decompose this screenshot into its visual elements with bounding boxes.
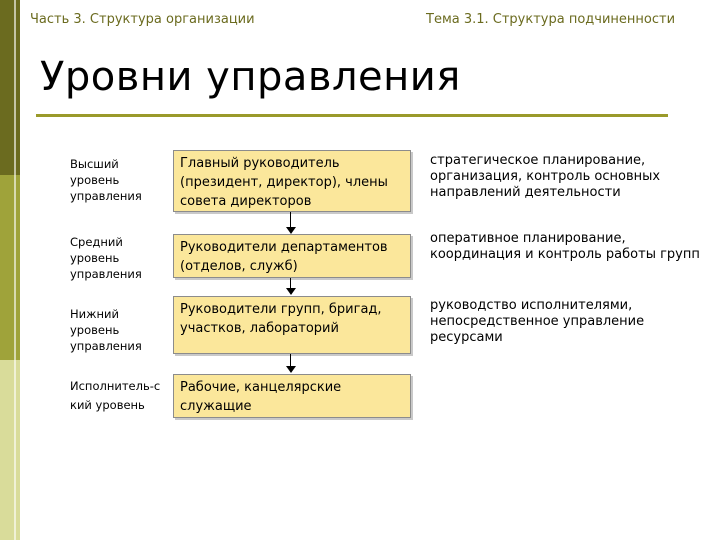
box-workers: Рабочие, канцелярские служащие [173, 374, 411, 418]
sidebar-band-dark [0, 0, 20, 175]
connector-1 [290, 212, 291, 228]
desc-middle-management: оперативное планирование, координация и контроль работы групп [430, 231, 700, 262]
sidebar-decoration [0, 0, 20, 540]
header-part: Часть 3. Структура организации [30, 12, 255, 27]
level-label-middle: Средний уровень управления [70, 235, 142, 281]
header-topic: Тема 3.1. Структура подчиненности [426, 12, 676, 27]
arrow-down-icon [286, 366, 296, 373]
level-label-top: Высший уровень управления [70, 157, 142, 203]
level-label-executive: Исполнитель-с кий уровень [70, 379, 161, 412]
sidebar-band-light [0, 360, 20, 540]
box-middle-management: Руководители департаментов (отделов, служб) [173, 234, 411, 278]
box-top-management: Главный руководитель (президент, директор), члены совета директоров [173, 150, 411, 212]
desc-lower-management: руководство исполнителями, непосредственное управление ресурсами [430, 298, 645, 345]
title-underline [36, 114, 668, 117]
level-label-lower: Нижний уровень управления [70, 307, 142, 353]
sidebar-band-mid [0, 175, 20, 360]
slide-title: Уровни управления [40, 54, 461, 100]
sidebar-divider [14, 0, 16, 540]
desc-top-management: стратегическое планирование, организация, контроль основных направлений деятельности [430, 153, 661, 200]
box-lower-management: Руководители групп, бригад, участков, лабораторий [173, 296, 411, 354]
arrow-down-icon [286, 227, 296, 234]
arrow-down-icon [286, 288, 296, 295]
